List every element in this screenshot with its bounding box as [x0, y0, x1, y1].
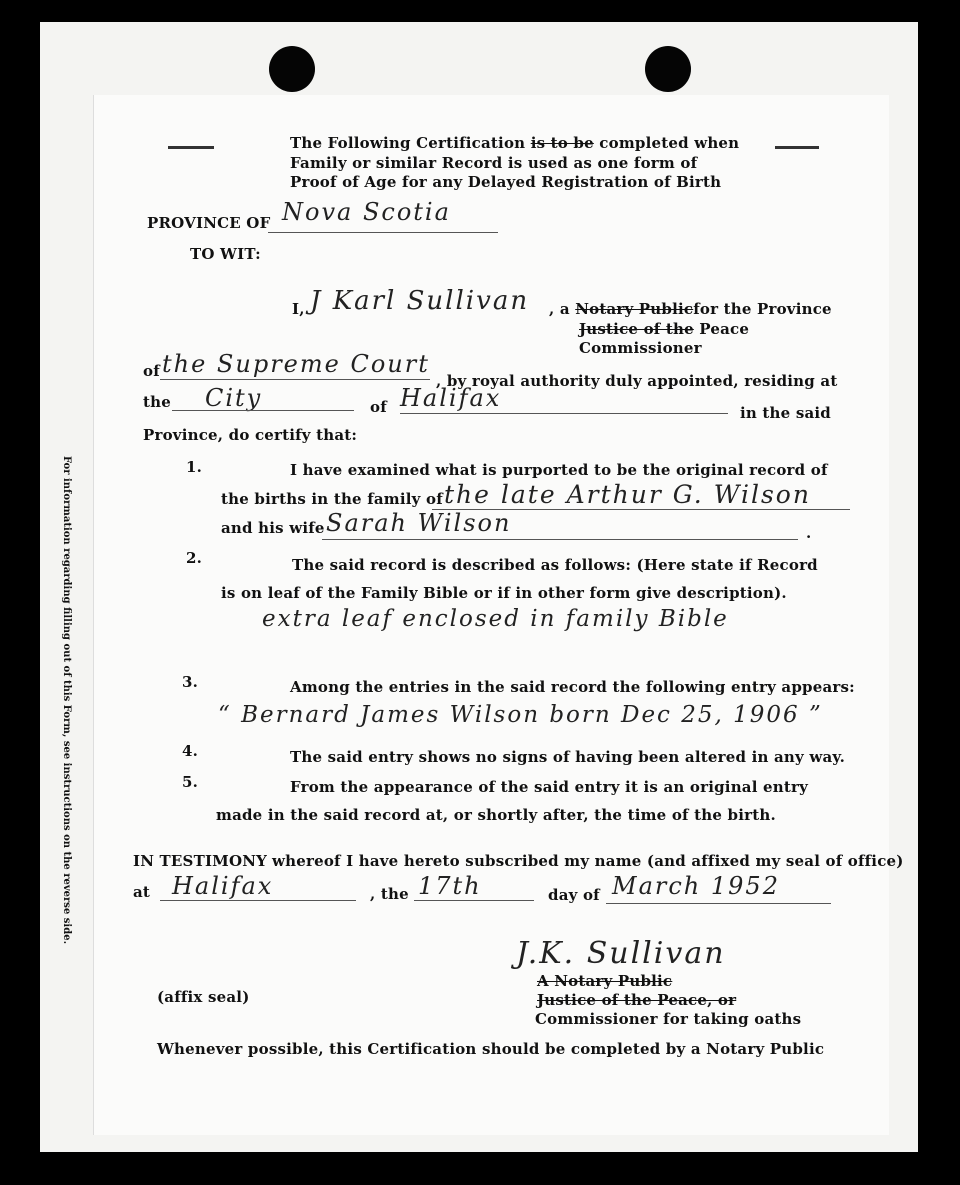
justice-peace-label: Justice of the Peace [579, 320, 750, 338]
day-handwritten: 17th [418, 872, 482, 900]
name-handwritten: J Karl Sullivan [310, 286, 530, 316]
period: . [806, 524, 812, 542]
item-4-number: 4. [182, 742, 199, 760]
item-4-text: The said entry shows no signs of having been altered in any way. [290, 748, 846, 766]
of-label-2: of [370, 398, 387, 416]
family-handwritten: the late Arthur G. Wilson [444, 480, 811, 509]
wife-line [322, 539, 798, 540]
sig-commissioner-label: Commissioner for taking oaths [535, 1010, 802, 1028]
item-1-text-b: the births in the family of [221, 490, 443, 508]
city-line [172, 410, 354, 411]
footer-note: Whenever possible, this Certification should be completed by a Notary Public [157, 1040, 825, 1058]
header-line-1: The Following Certification is to be completed when [290, 134, 740, 152]
city-handwritten: City [205, 384, 263, 412]
header-line-3: Proof of Age for any Delayed Registration of Birth [290, 173, 722, 191]
sig-notary-label: A Notary Public [537, 972, 673, 990]
item-3-text: Among the entries in the said record the following entry appears: [290, 678, 855, 696]
item-2-number: 2. [186, 549, 203, 567]
month-handwritten: March 1952 [612, 872, 780, 900]
item-2-text-b: is on leaf of the Family Bible or if in other form give description). [221, 584, 787, 602]
description-handwritten: extra leaf enclosed in family Bible [262, 606, 729, 632]
item-1-number: 1. [186, 458, 203, 476]
entry-handwritten: “ Bernard James Wilson born Dec 25, 1906 ” [218, 702, 823, 728]
wife-handwritten: Sarah Wilson [326, 509, 512, 537]
day-line [414, 900, 534, 901]
province-line [268, 232, 498, 233]
left-margin-mark [168, 146, 214, 149]
of-label: of [143, 362, 160, 380]
i-label: I, [292, 300, 305, 318]
item-5-text-a: From the appearance of the said entry it is an original entry [290, 778, 809, 796]
halifax-line [400, 413, 728, 414]
court-line [160, 379, 430, 380]
day-of-label: day of [548, 886, 600, 904]
court-handwritten: the Supreme Court [162, 350, 430, 378]
at-line [160, 900, 356, 901]
province-handwritten: Nova Scotia [282, 198, 451, 226]
province-certify-text: Province, do certify that: [143, 426, 358, 444]
side-instruction-note: For information regarding filling out of this Form, see instructions on the reverse side. [61, 456, 72, 945]
to-wit-label: TO WIT: [190, 245, 261, 263]
at-label: at [133, 883, 151, 901]
item-1-text-a: I have examined what is purported to be the original record of [290, 461, 828, 479]
halifax-handwritten: Halifax [400, 384, 502, 412]
affix-seal-label: (affix seal) [157, 988, 250, 1006]
header-line-2: Family or similar Record is used as one form of [290, 154, 698, 172]
right-margin-mark [775, 146, 819, 149]
signature-handwritten: J.K. Sullivan [516, 936, 726, 971]
commissioner-label: Commissioner [579, 339, 702, 357]
testimony-text: IN TESTIMONY whereof I have hereto subscribed my name (and affixed my seal of office) [133, 852, 904, 870]
sig-justice-label: Justice of the Peace, or [537, 991, 737, 1009]
item-3-number: 3. [182, 673, 199, 691]
punch-hole-right [645, 46, 691, 92]
a-label: , a Notary Publicfor the Province [549, 300, 832, 318]
month-line [606, 903, 831, 904]
province-label: PROVINCE OF [147, 214, 271, 232]
item-1-text-c: and his wife [221, 519, 325, 537]
the-label: the [143, 393, 171, 411]
punch-hole-left [269, 46, 315, 92]
item-5-number: 5. [182, 773, 199, 791]
item-2-text-a: The said record is described as follows: (Here state if Record [292, 556, 818, 574]
in-the-said-text: in the said [740, 404, 831, 422]
royal-authority-text: , by royal authority duly appointed, residing at [436, 372, 838, 390]
the-comma-label: , the [370, 885, 409, 903]
at-handwritten: Halifax [172, 872, 274, 900]
item-5-text-b: made in the said record at, or shortly after, the time of the birth. [216, 806, 776, 824]
